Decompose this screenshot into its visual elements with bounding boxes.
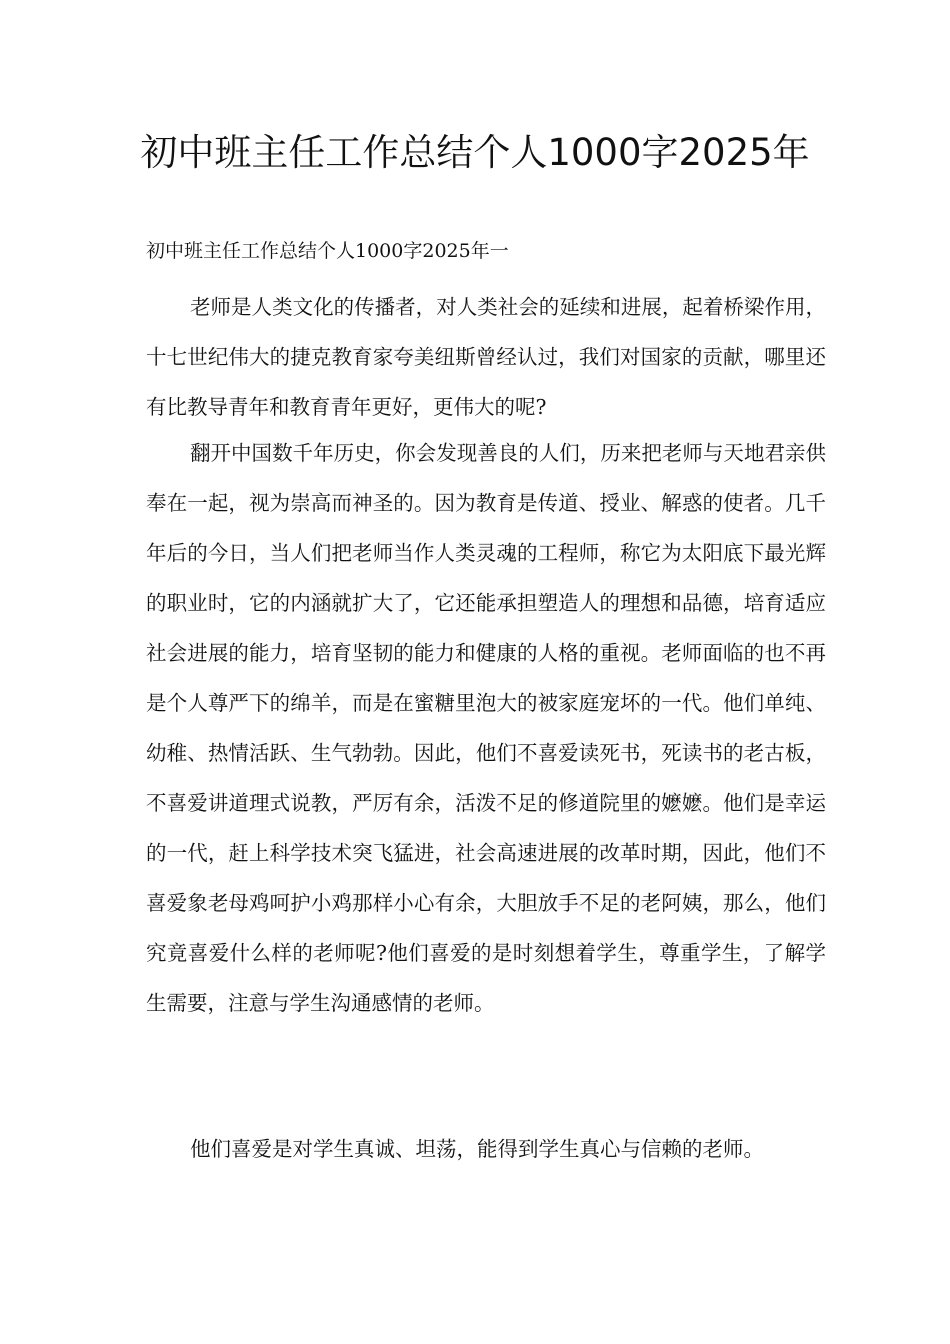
paragraph-3: 他们喜爱是对学生真诚、坦荡，能得到学生真心与信赖的老师。 <box>190 1137 764 1161</box>
paragraph-2: 翻开中国数千年历史，你会发现善良的人们，历来把老师与天地君亲供奉在一起，视为崇高而神圣的。因为教育是传道、授业、解惑的使者。几千年后的今日，当人们把老师当作人类灵魂的工程师，称它为太阳底下最光辉的职业时，它的内涵就扩大了，它还能承担塑造人的理想和品德，培育适应社会进展的能力，培育坚韧的能力和健康的人格的重视。老师面临的也不再是个人尊严下的绵羊，而是在蜜糖里泡大的被家庭宠坏的一代。他们单纯、幼稚、热情活跃、生气勃勃。因此，他们不喜爱读死书，死读书的老古板，不喜爱讲道理式说教，严厉有余，活泼不足的修道院里的嬷嬷。他们是幸运的一代，赶上科学技术突飞猛进，社会高速进展的改革时期，因此，他们不喜爱象老母鸡呵护小鸡那样小心有余，大胆放手不足的老阿姨，那么，他们究竟喜爱什么样的老师呢?他们喜爱的是时刻想着学生，尊重学生，了解学生需要，注意与学生沟通感情的老师。 <box>146 441 826 1015</box>
paragraph-1: 老师是人类文化的传播者，对人类社会的延续和进展，起着桥梁作用，十七世纪伟大的捷克教育家夸美纽斯曾经认过，我们对国家的贡献，哪里还有比教导青年和教育青年更好，更伟大的呢? <box>146 295 826 419</box>
document-subtitle: 初中班主任工作总结个人1000字2025年一 <box>146 240 509 262</box>
document-title: 初中班主任工作总结个人1000字2025年 <box>140 131 810 174</box>
